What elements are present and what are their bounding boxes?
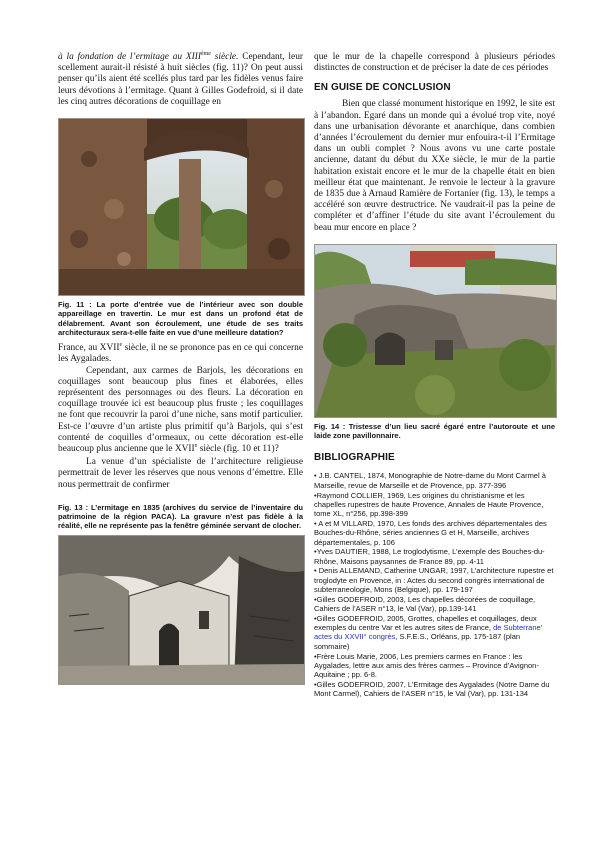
left-column (58, 52, 303, 685)
bibliography-entry: •Frère Louis Marie, 2006, Les premiers carmes en France : les Aygalades, lettre aux amis des frères carmes – Province d’Avignon-Aquitaine ; pp. 6-8. (314, 651, 539, 680)
paragraph-left-4: La venue d’un spécialiste de l’architecture religieuse permettrait de lever les réserves que nous venons d’émettre. Elle nous permettrait de confirmer (58, 457, 303, 490)
bibliography-entry: • A et M VILLARD, 1970, Les fonds des archives départementales des Bouches-du-Rhône, séries anciennes G et H, Marseille, archives départementales, p. 106 (314, 518, 547, 547)
figure-11-photo (58, 118, 305, 296)
figure-14-photo (314, 244, 557, 418)
bibliography-entry: • Denis ALLEMAND, Catherine UNGAR, 1997, L’architecture rupestre et troglodyte en Provence, in : Actes du second congrès international de subterraneologie, Mons (Belgique), pp. 179-197 (314, 566, 554, 594)
bibliography-entry: • J.B. CANTEL, 1874, Monographie de Notre-dame du Mont Carmel à Marseille, revue de Marseille et de Provence, pp. 377-396 (314, 471, 546, 490)
bibliography-list (314, 471, 555, 698)
bibliography-entry: •Gilles GODEFROID, 2007, L’Ermitage des Aygalades (Notre Dame du Mont Carmel), Cahiers de l’ASER n°15, le Val (Var), pp. 131-134 (314, 679, 550, 699)
figure-13-engraving (58, 535, 305, 685)
heading-bibliography: BIBLIOGRAPHIE (314, 452, 395, 464)
paragraph-right-2: Bien que classé monument historique en 1992, le site est à l’abandon. Egaré dans un monde qui a évolué trop vite, noyé dans une urbanisation dévorante et anarchique, dans combien d’années l’écroulement du dernier mur enfouira-t-il l’Ermitage dans un oubli complet ? Nous avons vu une carte postale ancienne, datant du début du XXe siècle, le mur de la partie habitation existait encore et le mur de la chapelle était en bien meilleur état que maintenant. Je renvoie le lecteur à la gravure de 1835 due à Arnaud Ramière de Fortanier (fig. 13), le temps a accéléré son œuvre destructrice. Ne vaudrait-il pas la peine de compléter et d’affiner l’étude du site avant l’écroulement du beau mur encore en place ? (314, 99, 555, 233)
paragraph-left-1: à la fondation de l’ermitage au XIIIème siècle. Cependant, leur scellement aurait-il résisté à huit siècles (fig. 11)? On peut aussi penser qu’ils aient été scellés plus tard par les fidèles venus faire leurs dévotions à l’ermitage. Quant à Gilles Godefroid, si il date les cinq autres décorations de coquillage en (58, 50, 304, 107)
bibliography-entry: •Gilles GODEFROID, 2005, Grottes, chapelles et coquillages, deux exemples du centre Var et les autres sites de France, de Subterrane’ actes du XXVII° congrès, S.F.E.S., Orléans, pp. 175-187 (plan sommaire) (314, 613, 543, 651)
bibliography-entry: •Yves DAUTIER, 1988, Le troglodytisme, L’exemple des Bouches-du-Rhône, Maisons paysannes de France 89, pp. 4-11 (314, 547, 545, 566)
paragraph-left-3: Cependant, aux carmes de Barjols, les décorations en coquillages sont beaucoup plus fines et élaborées, elles représentent des personnages ou des fleurs. La décoration en coquillage trouvée ici est beaucoup plus fruste ; les coquillages ne font que recouvrir la paroi d’une niche, sans motif particulier. Est-ce l’œuvre d’un artiste plus primitif qu’à Barjols, qui s’est contenté de coquilles d’ormeaux, ou cette décoration est-elle beaucoup plus ancienne que le XVIIe siècle (fig. 10 et 11)? (58, 365, 303, 455)
engraving-image (59, 536, 304, 684)
figure-13-caption: Fig. 13 : L’ermitage en 1835 (archives du service de l’inventaire du patrimoine de la région PACA). La gravure n’est pas fidèle à la réalité, elle ne représente pas la fenêtre géminée servant de clocher. (58, 502, 303, 531)
figure-11-caption: Fig. 11 : La porte d’entrée vue de l’intérieur avec son double appareillage en travertin. Le mur est dans un profond état de délabrement. Avant son écroulement, une étude de ses traits architecturaux sera-t-elle faite en vue d’une meilleure datation? (58, 300, 303, 337)
ruins-photo-image (315, 245, 556, 417)
figure-14-caption: Fig. 14 : Tristesse d’un lieu sacré égaré entre l’autoroute et une laide zone pavillonnaire. (314, 421, 555, 441)
bibliography-entry: •Gilles GODEFROID, 2003, Les chapelles décorées de coquillage, Cahiers de l’ASER n°13, le Val (Var), pp.139-141 (314, 594, 536, 614)
right-column (314, 52, 555, 699)
paragraph-right-1: que le mur de la chapelle correspond à plusieurs périodes distinctes de construction et de préciser la date de ces périodes (314, 52, 555, 74)
doorway-photo-image (59, 119, 304, 295)
bibliography-entry: •Raymond COLLIER, 1969, Les origines du christianisme et les chapelles rupestres de haute Provence, Annales de Haute Provence, tome XL, n°256, pp.398-399 (314, 490, 544, 519)
paragraph-left-2: France, au XVIIe siècle, il ne se prononce pas en ce qui concerne les Aygalades. (58, 342, 304, 365)
heading-conclusion: EN GUISE DE CONCLUSION (314, 82, 451, 94)
congress-link[interactable]: de Subterrane’ actes du XXVII° congrès (314, 623, 543, 642)
